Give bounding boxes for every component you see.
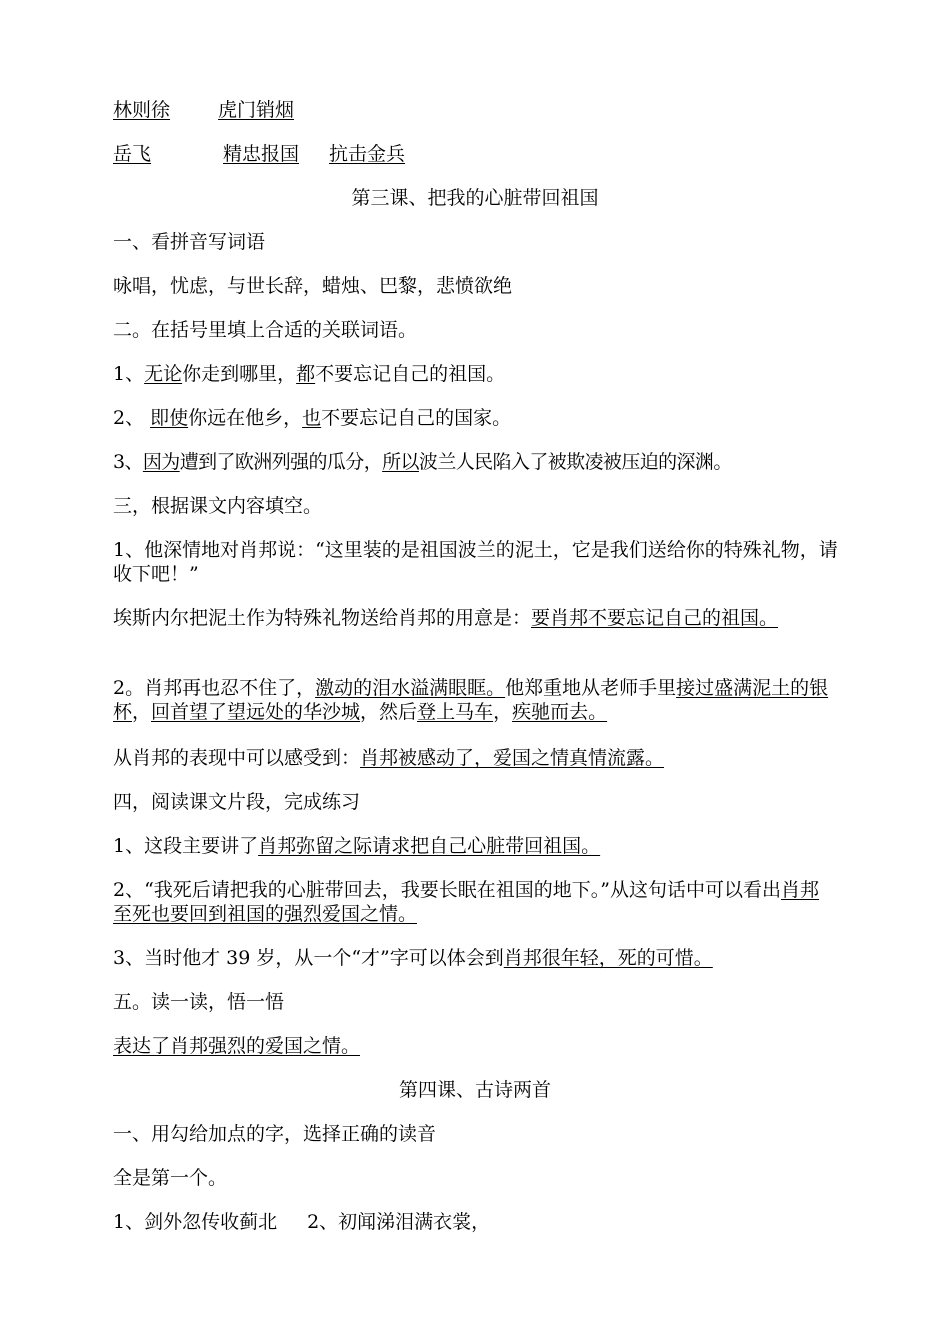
section-five-answer: 表达了肖邦强烈的爱国之情。 bbox=[113, 1035, 361, 1057]
quote-item-2: 2。肖邦再也忍不住了，激动的泪水溢满眼眶。他郑重地从老师手里接过盛满泥土的银杯，回首望了望远处的华沙城，然后登上马车，疾驰而去。 bbox=[113, 677, 829, 723]
reading-item-2: 2、“我死后请把我的心脏带回去，我要长眠在祖国的地下。”从这句话中可以看出肖邦至死也要回到祖国的强烈爱国之情。 bbox=[113, 879, 820, 925]
line-lin-zexu: 林则徐 虎门销烟 bbox=[113, 99, 295, 121]
reading-item-3: 3、当时他才 39 岁，从一个“才”字可以体会到肖邦很年轻，死的可惜。 bbox=[113, 947, 713, 969]
conjunction-item-3: 3、因为遭到了欧洲列强的瓜分，所以波兰人民陷入了被欺凌被压迫的深渊。 bbox=[113, 451, 732, 473]
lesson-four-answer-1: 全是第一个。 bbox=[113, 1167, 228, 1189]
quote-item-1: 1、他深情地对肖邦说：“这里装的是祖国波兰的泥土，它是我们送给你的特殊礼物，请收下吧！” bbox=[113, 539, 838, 585]
lesson-four-title: 第四课、古诗两首 bbox=[398, 1079, 551, 1101]
answer-purpose: 埃斯内尔把泥土作为特殊礼物送给肖邦的用意是：要肖邦不要忘记自己的祖国。 bbox=[113, 607, 779, 629]
section-four-heading: 四，阅读课文片段，完成练习 bbox=[113, 791, 361, 813]
section-two-heading: 二。在括号里填上合适的关联词语。 bbox=[113, 319, 418, 341]
conjunction-item-2: 2、 即使你远在他乡，也不要忘记自己的国家。 bbox=[113, 407, 512, 429]
lesson-four-question-1: 一、用勾给加点的字，选择正确的读音 bbox=[113, 1123, 437, 1145]
conjunction-item-1: 1、无论你走到哪里，都不要忘记自己的祖国。 bbox=[113, 363, 506, 385]
reading-item-1: 1、这段主要讲了肖邦弥留之际请求把自己心脏带回祖国。 bbox=[113, 835, 601, 857]
line-yue-fei: 岳飞 精忠报国 抗击金兵 bbox=[113, 143, 406, 165]
section-five-heading: 五。读一读，悟一悟 bbox=[113, 991, 285, 1013]
section-three-heading: 三，根据课文内容填空。 bbox=[113, 495, 323, 517]
vocabulary-answers: 咏唱，忧虑，与世长辞，蜡烛、巴黎，悲愤欲绝 bbox=[113, 275, 513, 297]
lesson-three-title: 第三课、把我的心脏带回祖国 bbox=[351, 187, 599, 209]
answer-feeling: 从肖邦的表现中可以感受到：肖邦被感动了，爱国之情真情流露。 bbox=[113, 747, 665, 769]
poem-lines: 1、剑外忽传收蓟北 2、初闻涕泪满衣裳， bbox=[113, 1211, 491, 1233]
section-one-heading: 一、看拼音写词语 bbox=[113, 231, 266, 253]
